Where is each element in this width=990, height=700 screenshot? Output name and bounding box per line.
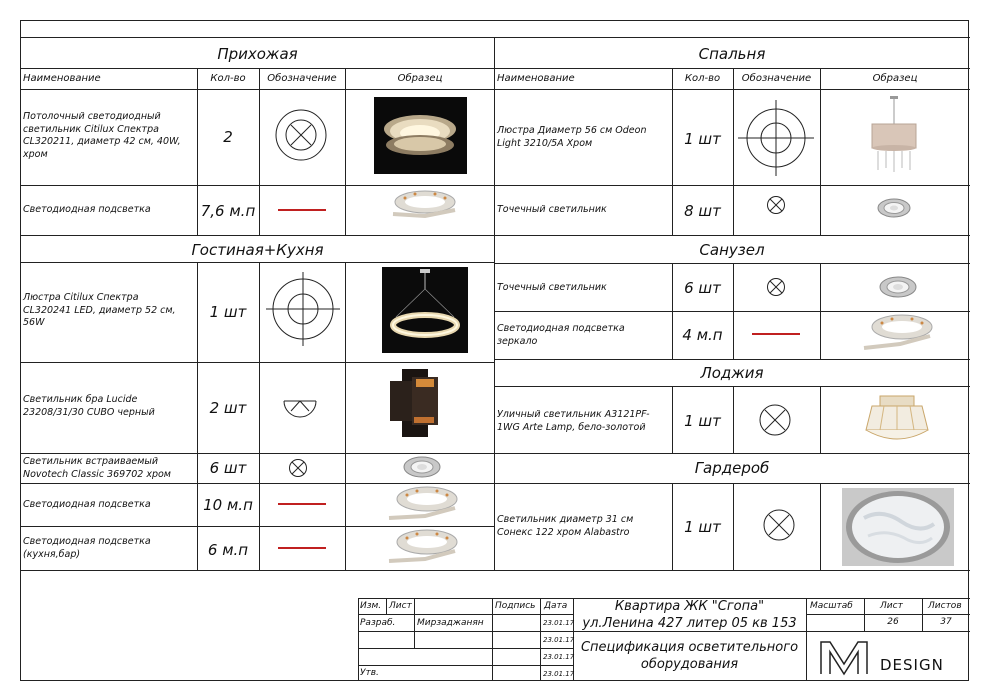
- tb-data: Дата: [544, 601, 568, 611]
- item-name: Светодиодная подсветка: [23, 499, 151, 510]
- tb-line: [386, 598, 387, 615]
- item-qty: 1 шт: [684, 412, 721, 430]
- tb-date: 23.01.17: [543, 653, 575, 661]
- led-line: [278, 547, 326, 549]
- item-qty: 4 м.п: [682, 326, 723, 344]
- drum-chandelier-photo: [866, 96, 922, 176]
- logo-text: DESIGN: [880, 656, 944, 674]
- chandelier-photo: [374, 97, 467, 174]
- grid-line: [20, 453, 495, 454]
- tb-doc-title-line1: Спецификация осветительного: [580, 640, 799, 655]
- item-qty: 1 шт: [684, 518, 721, 536]
- item-qty: 6 м.п: [207, 541, 249, 559]
- spot-icon: [288, 458, 308, 478]
- grid-line: [494, 263, 970, 264]
- grid-line: [820, 483, 821, 570]
- tb-list-label: Лист: [880, 601, 903, 611]
- tb-date: 23.01.17: [543, 619, 575, 627]
- crosshair-circle-icon: [264, 270, 342, 348]
- item-qty: 10 м.п: [203, 496, 253, 514]
- grid-line: [672, 263, 673, 359]
- grid-line: [259, 262, 260, 570]
- grid-line: [494, 483, 970, 484]
- grid-line: [345, 262, 346, 570]
- cross-circle-icon: [274, 108, 328, 162]
- grid-line: [20, 185, 495, 186]
- grid-line: [259, 68, 260, 235]
- header-symbol: Обозначение: [741, 73, 812, 84]
- tb-line: [806, 598, 807, 681]
- header-sample: Образец: [397, 73, 443, 84]
- grid-line: [733, 68, 734, 235]
- led-strip-photo: [385, 527, 460, 567]
- grid-line: [20, 362, 495, 363]
- tb-listov-label: Листов: [928, 601, 962, 611]
- header-name: Наименование: [497, 73, 575, 84]
- grid-line: [494, 359, 970, 360]
- grid-line: [820, 263, 821, 359]
- outdoor-lamp-icon: [762, 508, 796, 542]
- led-strip-photo: [385, 188, 460, 222]
- tb-project-line1: Квартира ЖК "Сгопа": [614, 599, 765, 614]
- top-line: [20, 37, 970, 38]
- grid-line: [494, 89, 970, 90]
- item-qty: 2 шт: [209, 399, 247, 417]
- tb-line: [806, 614, 970, 615]
- item-name: Светодиодная подсветка (кухня,бар): [23, 536, 151, 560]
- tb-doc-title-line2: оборудования: [640, 657, 739, 672]
- spotlight-photo: [878, 275, 918, 299]
- outdoor-lamp-icon: [758, 403, 792, 437]
- tb-line: [540, 598, 541, 681]
- item-qty: 8 шт: [684, 202, 721, 220]
- grid-line: [733, 483, 734, 570]
- item-name: Светодиодная подсветка зеркало: [497, 323, 625, 347]
- grid-line: [494, 386, 970, 387]
- item-name: Светильник встраиваемый Novotech Classic 369702 хром: [23, 456, 171, 480]
- grid-line: [820, 68, 821, 235]
- led-line: [278, 209, 326, 211]
- header-qty: Кол-во: [684, 73, 721, 84]
- grid-line: [20, 235, 495, 236]
- grid-line: [494, 453, 970, 454]
- section-title-bathroom: Санузел: [699, 241, 765, 259]
- wall-sconce-icon: [283, 399, 317, 419]
- spotlight-photo: [402, 455, 442, 479]
- item-name: Точечный светильник: [497, 204, 607, 215]
- grid-line: [345, 68, 346, 235]
- grid-line: [494, 68, 970, 69]
- item-name: Светильник бра Lucide 23208/31/30 CUBO черный: [23, 394, 155, 418]
- tb-listov-value: 37: [940, 617, 952, 627]
- header-name: Наименование: [23, 73, 101, 84]
- item-name: Точечный светильник: [497, 282, 607, 293]
- tb-date: 23.01.17: [543, 636, 575, 644]
- grid-line: [733, 386, 734, 453]
- section-title-bedroom: Спальня: [698, 45, 766, 63]
- item-name: Уличный светильник A3121PF-1WG Arte Lamp, бело-золотой: [497, 409, 650, 433]
- grid-line: [20, 262, 495, 263]
- grid-line: [20, 68, 495, 69]
- grid-line: [20, 570, 970, 571]
- tb-project-line2: ул.Ленина 427 литер 05 кв 153: [582, 616, 797, 631]
- tb-izm: Изм.: [360, 601, 382, 611]
- header-symbol: Обозначение: [267, 73, 337, 84]
- grid-line: [494, 37, 495, 570]
- tb-line: [414, 598, 415, 648]
- led-strip-photo: [860, 312, 935, 354]
- grid-line: [20, 89, 495, 90]
- section-title-wardrobe: Гардероб: [694, 459, 770, 477]
- item-qty: 1 шт: [684, 130, 721, 148]
- tb-podpis: Подпись: [495, 601, 536, 611]
- item-qty: 7,6 м.п: [200, 202, 256, 220]
- item-name: Люстра Citilux Спектра CL320241 LED, диаметр 52 см, 56W: [23, 292, 176, 328]
- grid-line: [820, 386, 821, 453]
- header-qty: Кол-во: [210, 73, 246, 84]
- tb-razrab: Разраб.: [360, 618, 396, 628]
- tb-line: [358, 598, 359, 681]
- grid-line: [494, 185, 970, 186]
- item-qty: 1 шт: [209, 303, 247, 321]
- item-qty: 2: [223, 128, 233, 146]
- led-line: [752, 333, 800, 335]
- tb-masshtab: Масштаб: [810, 601, 853, 611]
- tb-line: [573, 631, 970, 632]
- crosshair-circle-icon: [737, 99, 815, 177]
- item-qty: 6 шт: [209, 459, 247, 477]
- item-name: Потолочный светодиодный светильник Citilux Спектра CL320211, диаметр 42 см, 40W, хром: [23, 111, 181, 160]
- led-line: [278, 503, 326, 505]
- section-title-hallway: Прихожая: [217, 45, 298, 63]
- md-logo-icon: [818, 638, 870, 676]
- grid-line: [733, 263, 734, 359]
- item-name: Люстра Диаметр 56 см Odeon Light 3210/5A Хром: [497, 125, 647, 149]
- led-strip-photo: [385, 484, 460, 524]
- spot-icon: [766, 277, 786, 297]
- cube-sconce-photo: [388, 367, 442, 439]
- tb-list-value: 26: [887, 617, 899, 627]
- tb-utv: Утв.: [360, 668, 379, 678]
- item-qty: 6 шт: [684, 279, 721, 297]
- ring-chandelier-photo: [382, 267, 468, 353]
- section-title-loggia: Лоджия: [700, 364, 764, 382]
- dome-lamp-photo: [842, 488, 954, 566]
- spotlight-photo: [876, 197, 912, 219]
- item-name: Светильник диаметр 31 см Сонекс 122 хром Alabastro: [497, 514, 634, 538]
- outdoor-lamp-photo: [862, 390, 932, 448]
- tb-date: 23.01.17: [543, 670, 575, 678]
- item-name: Светодиодная подсветка: [23, 204, 151, 215]
- section-title-living-kitchen: Гостиная+Кухня: [191, 241, 324, 259]
- spot-icon: [766, 195, 786, 215]
- grid-line: [494, 235, 970, 236]
- tb-list: Лист: [389, 601, 412, 611]
- header-sample: Образец: [872, 73, 918, 84]
- tb-line: [492, 598, 493, 681]
- tb-razrab-name: Мирзаджанян: [417, 618, 484, 628]
